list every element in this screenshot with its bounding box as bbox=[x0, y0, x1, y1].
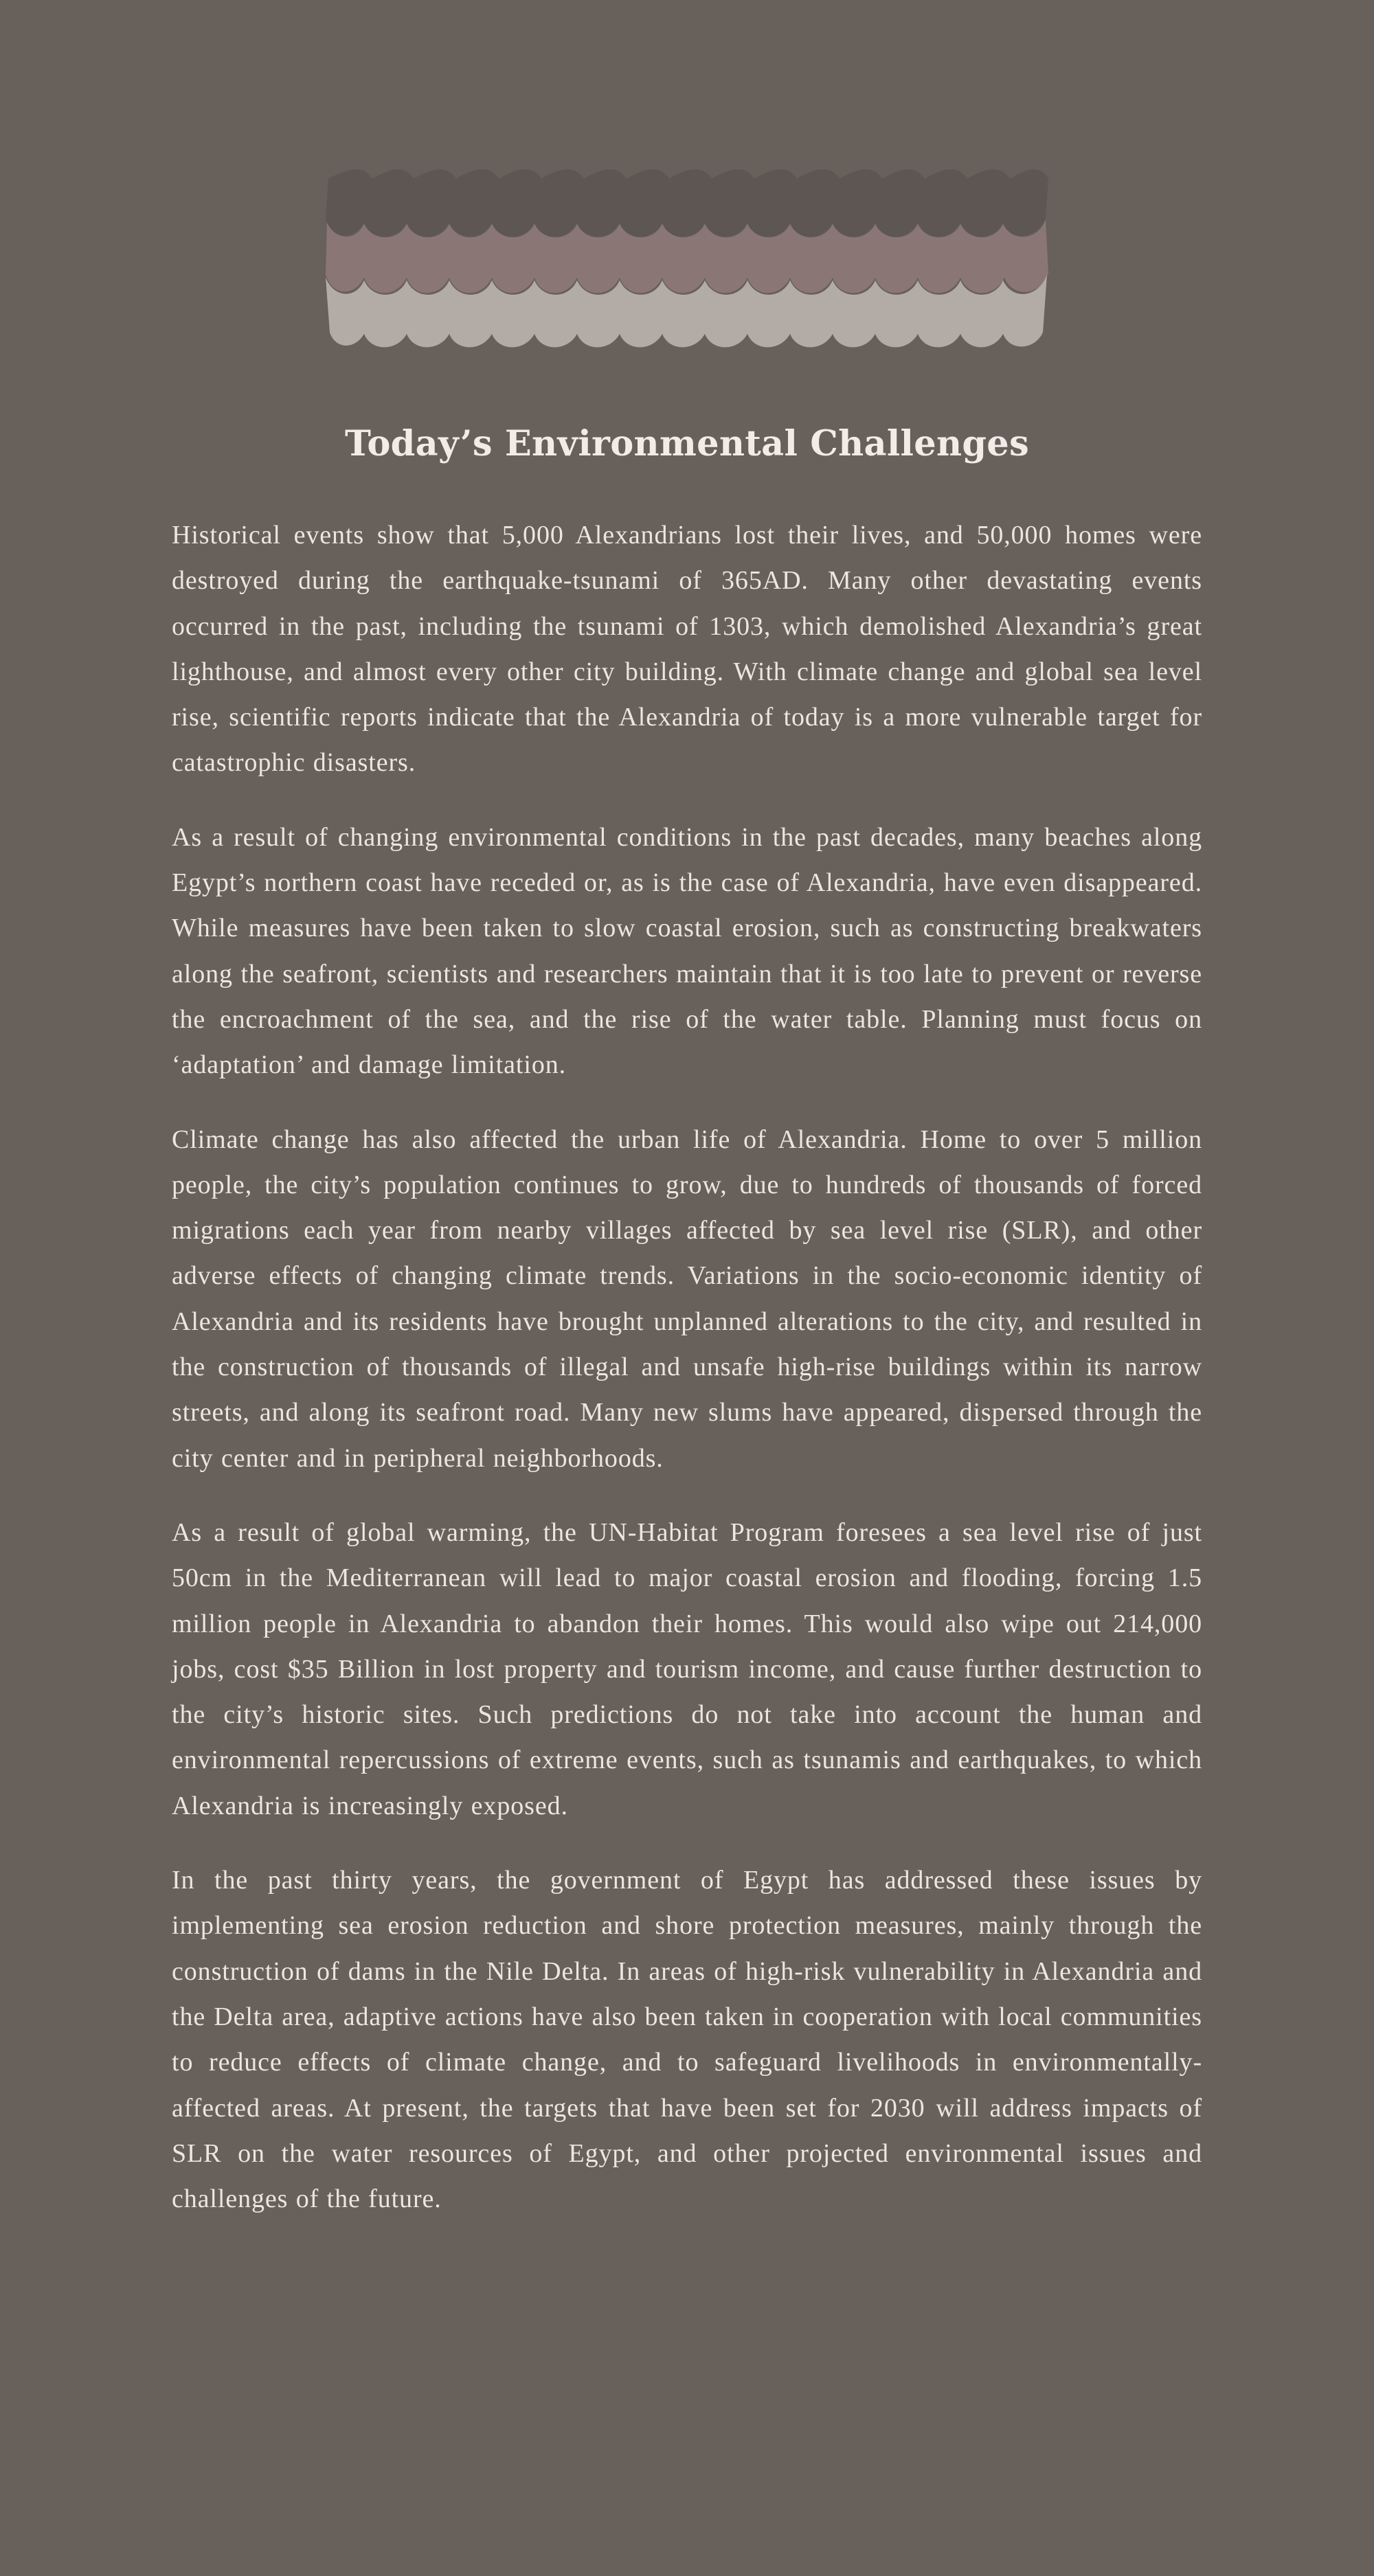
paragraph: Historical events show that 5,000 Alexandrians lost their lives, and 50,000 homes were destroyed during the earthquake-tsunami of 365AD. Many other devastating events occurred in the past, including the tsunami of 1303, which demolished Alexandria’s great lighthouse, and almost every other city building. With climate change and global sea level rise, scientific reports indicate that the Alexandria of today is a more vulnerable target for catastrophic disasters. bbox=[172, 521, 1202, 778]
page-title: Today’s Environmental Challenges bbox=[344, 423, 1030, 464]
paragraph: As a result of global warming, the UN-Habitat Program foresees a sea level rise of just 50cm in the Mediterranean will lead to major coastal erosion and flooding, forcing 1.5 million people in Alexandria to abandon their homes. This would also wipe out 214,000 jobs, cost $35 Billion in lost property and tourism income, and cause further destruction to the city’s historic sites. Such predictions do not take into account the human and environmental repercussions of extreme events, such as tsunamis and earthquakes, to which Alexandria is increasingly exposed. bbox=[172, 1517, 1202, 1820]
back-wave bbox=[326, 169, 1048, 237]
paragraph: In the past thirty years, the government of Egypt has addressed these issues by implementing sea erosion reduction and shore protection measures, mainly through the construction of dams in the Nile Delta. In areas of high-risk vulnerability in Alexandria and the Delta area, adaptive actions have also been taken in cooperation with local communities to reduce effects of climate change, and to safeguard livelihoods in environmentally-affected areas. At present, the targets that have been set for 2030 will address impacts of SLR on the water resources of Egypt, and other projected environmental issues and challenges of the future. bbox=[172, 1866, 1202, 2214]
paragraph: Climate change has also affected the urban life of Alexandria. Home to over 5 million people, the city’s population continues to grow, due to hundreds of thousands of forced migrations each year from nearby villages affected by sea level rise (SLR), and other adverse effects of changing climate trends. Variations in the socio-economic identity of Alexandria and its residents have brought unplanned alterations to the city, and resulted in the construction of thousands of illegal and unsafe high-rise buildings within its narrow streets, and along its seafront road. Many new slums have appeared, dispersed through the city center and in peripheral neighborhoods. bbox=[172, 1125, 1202, 1473]
article-body bbox=[172, 512, 1202, 2250]
waves-icon bbox=[323, 165, 1051, 357]
paragraph: As a result of changing environmental conditions in the past decades, many beaches along Egypt’s northern coast have receded or, as is the case of Alexandria, have even disappeared. While measures have been taken to slow coastal erosion, such as constructing breakwaters along the seafront, scientists and researchers maintain that it is too late to prevent or reverse the encroachment of the sea, and the rise of the water table. Planning must focus on ‘adaptation’ and damage limitation. bbox=[172, 822, 1202, 1080]
